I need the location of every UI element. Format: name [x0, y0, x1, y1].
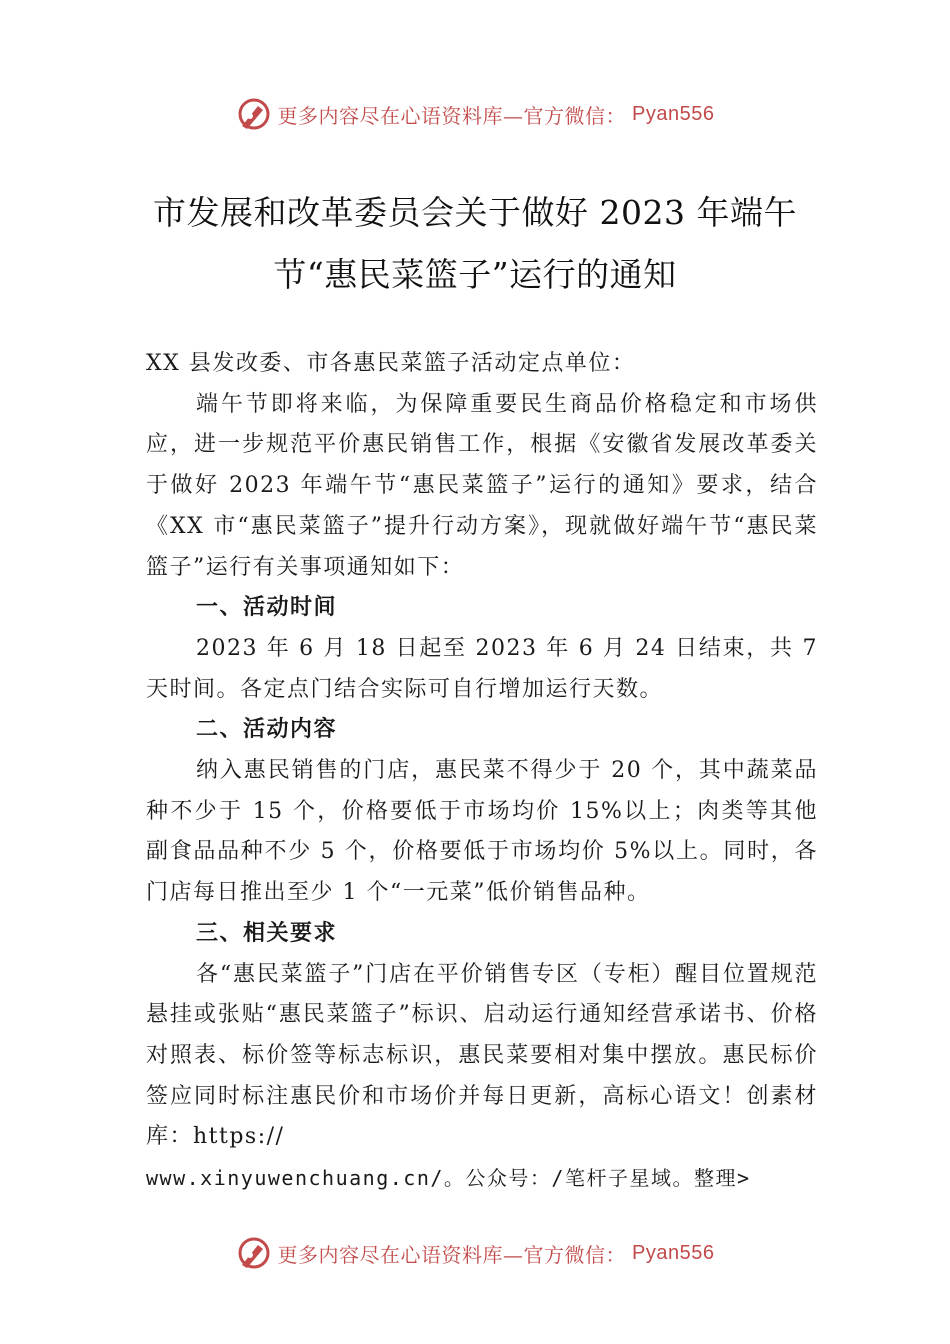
- section-text-3-tail: 高标心语文！创素材库：https://: [146, 1083, 818, 1150]
- title-line-1: 市发展和改革委员会关于做好 2023 年端午: [153, 193, 797, 232]
- title-line-2: 节“惠民菜篮子”运行的通知: [273, 255, 677, 294]
- watermark-id: Pyan556: [632, 102, 715, 125]
- intro-paragraph: 端午节即将来临，为保障重要民生商品价格稳定和市场供应，进一步规范平价惠民销售工作，根据《安徽省发展改革委关于做好 2023 年端午节“惠民菜篮子”运行的通知》要求，结合《XX 市“惠民菜篮子”提升行动方案》，现就做好端午节“惠民菜篮子”运行有关事项通知如下：: [146, 391, 818, 580]
- salutation: XX 县发改委、市各惠民菜篮子活动定点单位：: [146, 351, 636, 376]
- section-text-3: [146, 955, 818, 1159]
- section-heading-3: 三、相关要求: [196, 920, 338, 946]
- watermark-header: [0, 96, 950, 132]
- watermark-id: Pyan556: [632, 1241, 715, 1264]
- section-text-2: 纳入惠民销售的门店，惠民菜不得少于 20 个，其中蔬菜品种不少于 15 个，价格要低于市场均价 15%以上；肉类等其他副食品品种不少 5 个，价格要低于市场均价 5%以上。同时，各门店每日推出至少 1 个“一元菜”低价销售品种。: [146, 758, 818, 906]
- section-text-3-url: www.xinyuwenchuang.cn/。公众号：/笔杆子星域。整理>: [146, 1166, 751, 1191]
- section-heading-1: 一、活动时间: [196, 595, 338, 621]
- pen-logo-icon: [236, 96, 272, 132]
- watermark-text: 更多内容尽在心语资料库—官方微信：: [277, 1242, 627, 1267]
- section-heading-2: 二、活动内容: [196, 717, 338, 743]
- section-text-1: 2023 年 6 月 18 日起至 2023 年 6 月 24 日结束，共 7 天时间。各定点门结合实际可自行增加运行天数。: [146, 635, 818, 702]
- pen-logo-icon: [236, 1235, 272, 1271]
- watermark-text: 更多内容尽在心语资料库—官方微信：: [277, 103, 627, 128]
- watermark-footer: [0, 1235, 950, 1271]
- section-text-3-main: 各“惠民菜篮子”门店在平价销售专区（专柜）醒目位置规范悬挂或张贴“惠民菜篮子”标识、启动运行通知经营承诺书、价格对照表、标价签等标志标识，惠民菜要相对集中摆放。惠民标价签应同时标注惠民价和市场价并每日更新，: [146, 961, 818, 1109]
- document-body: [146, 344, 818, 1199]
- document-title: [110, 182, 840, 306]
